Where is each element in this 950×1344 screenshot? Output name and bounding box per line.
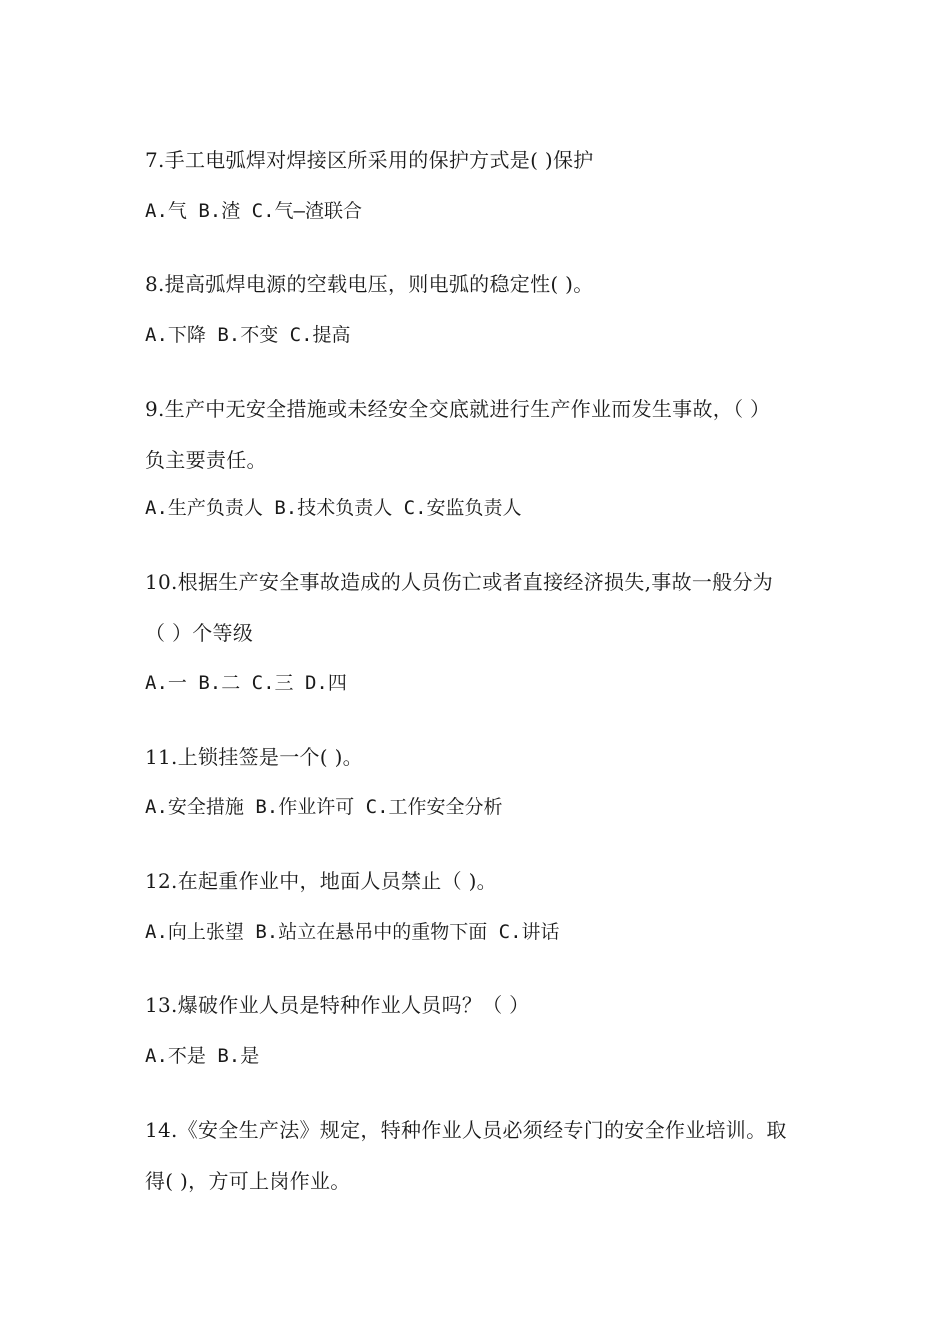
question-10-text-continued: （ ）个等级 — [145, 621, 254, 645]
question-10-text: 10.根据生产安全事故造成的人员伤亡或者直接经济损失,事故一般分为 — [145, 570, 774, 594]
question-9-text-continued: 负主要责任。 — [145, 448, 267, 472]
question-8-text: 8.提高弧焊电源的空载电压，则电弧的稳定性( )。 — [145, 272, 594, 296]
question-12-options: A.向上张望 B.站立在悬吊中的重物下面 C.讲话 — [145, 921, 560, 943]
question-7-text: 7.手工电弧焊对焊接区所采用的保护方式是( )保护 — [145, 148, 594, 172]
question-8-options: A.下降 B.不变 C.提高 — [145, 324, 351, 346]
question-14-text: 14.《安全生产法》规定，特种作业人员必须经专门的安全作业培训。取 — [145, 1118, 787, 1142]
question-11-options: A.安全措施 B.作业许可 C.工作安全分析 — [145, 796, 503, 818]
question-9-options: A.生产负责人 B.技术负责人 C.安监负责人 — [145, 497, 522, 519]
question-13-text: 13.爆破作业人员是特种作业人员吗？（ ） — [145, 993, 530, 1017]
question-10-options: A.一 B.二 C.三 D.四 — [145, 672, 347, 694]
question-14-text-continued: 得( )，方可上岗作业。 — [145, 1169, 351, 1193]
question-13-options: A.不是 B.是 — [145, 1045, 260, 1067]
question-11-text: 11.上锁挂签是一个( )。 — [145, 745, 363, 769]
question-7-options: A.气 B.渣 C.气—渣联合 — [145, 200, 362, 222]
question-12-text: 12.在起重作业中，地面人员禁止（ )。 — [145, 869, 497, 893]
question-9-text: 9.生产中无安全措施或未经安全交底就进行生产作业而发生事故，（ ） — [145, 397, 771, 421]
